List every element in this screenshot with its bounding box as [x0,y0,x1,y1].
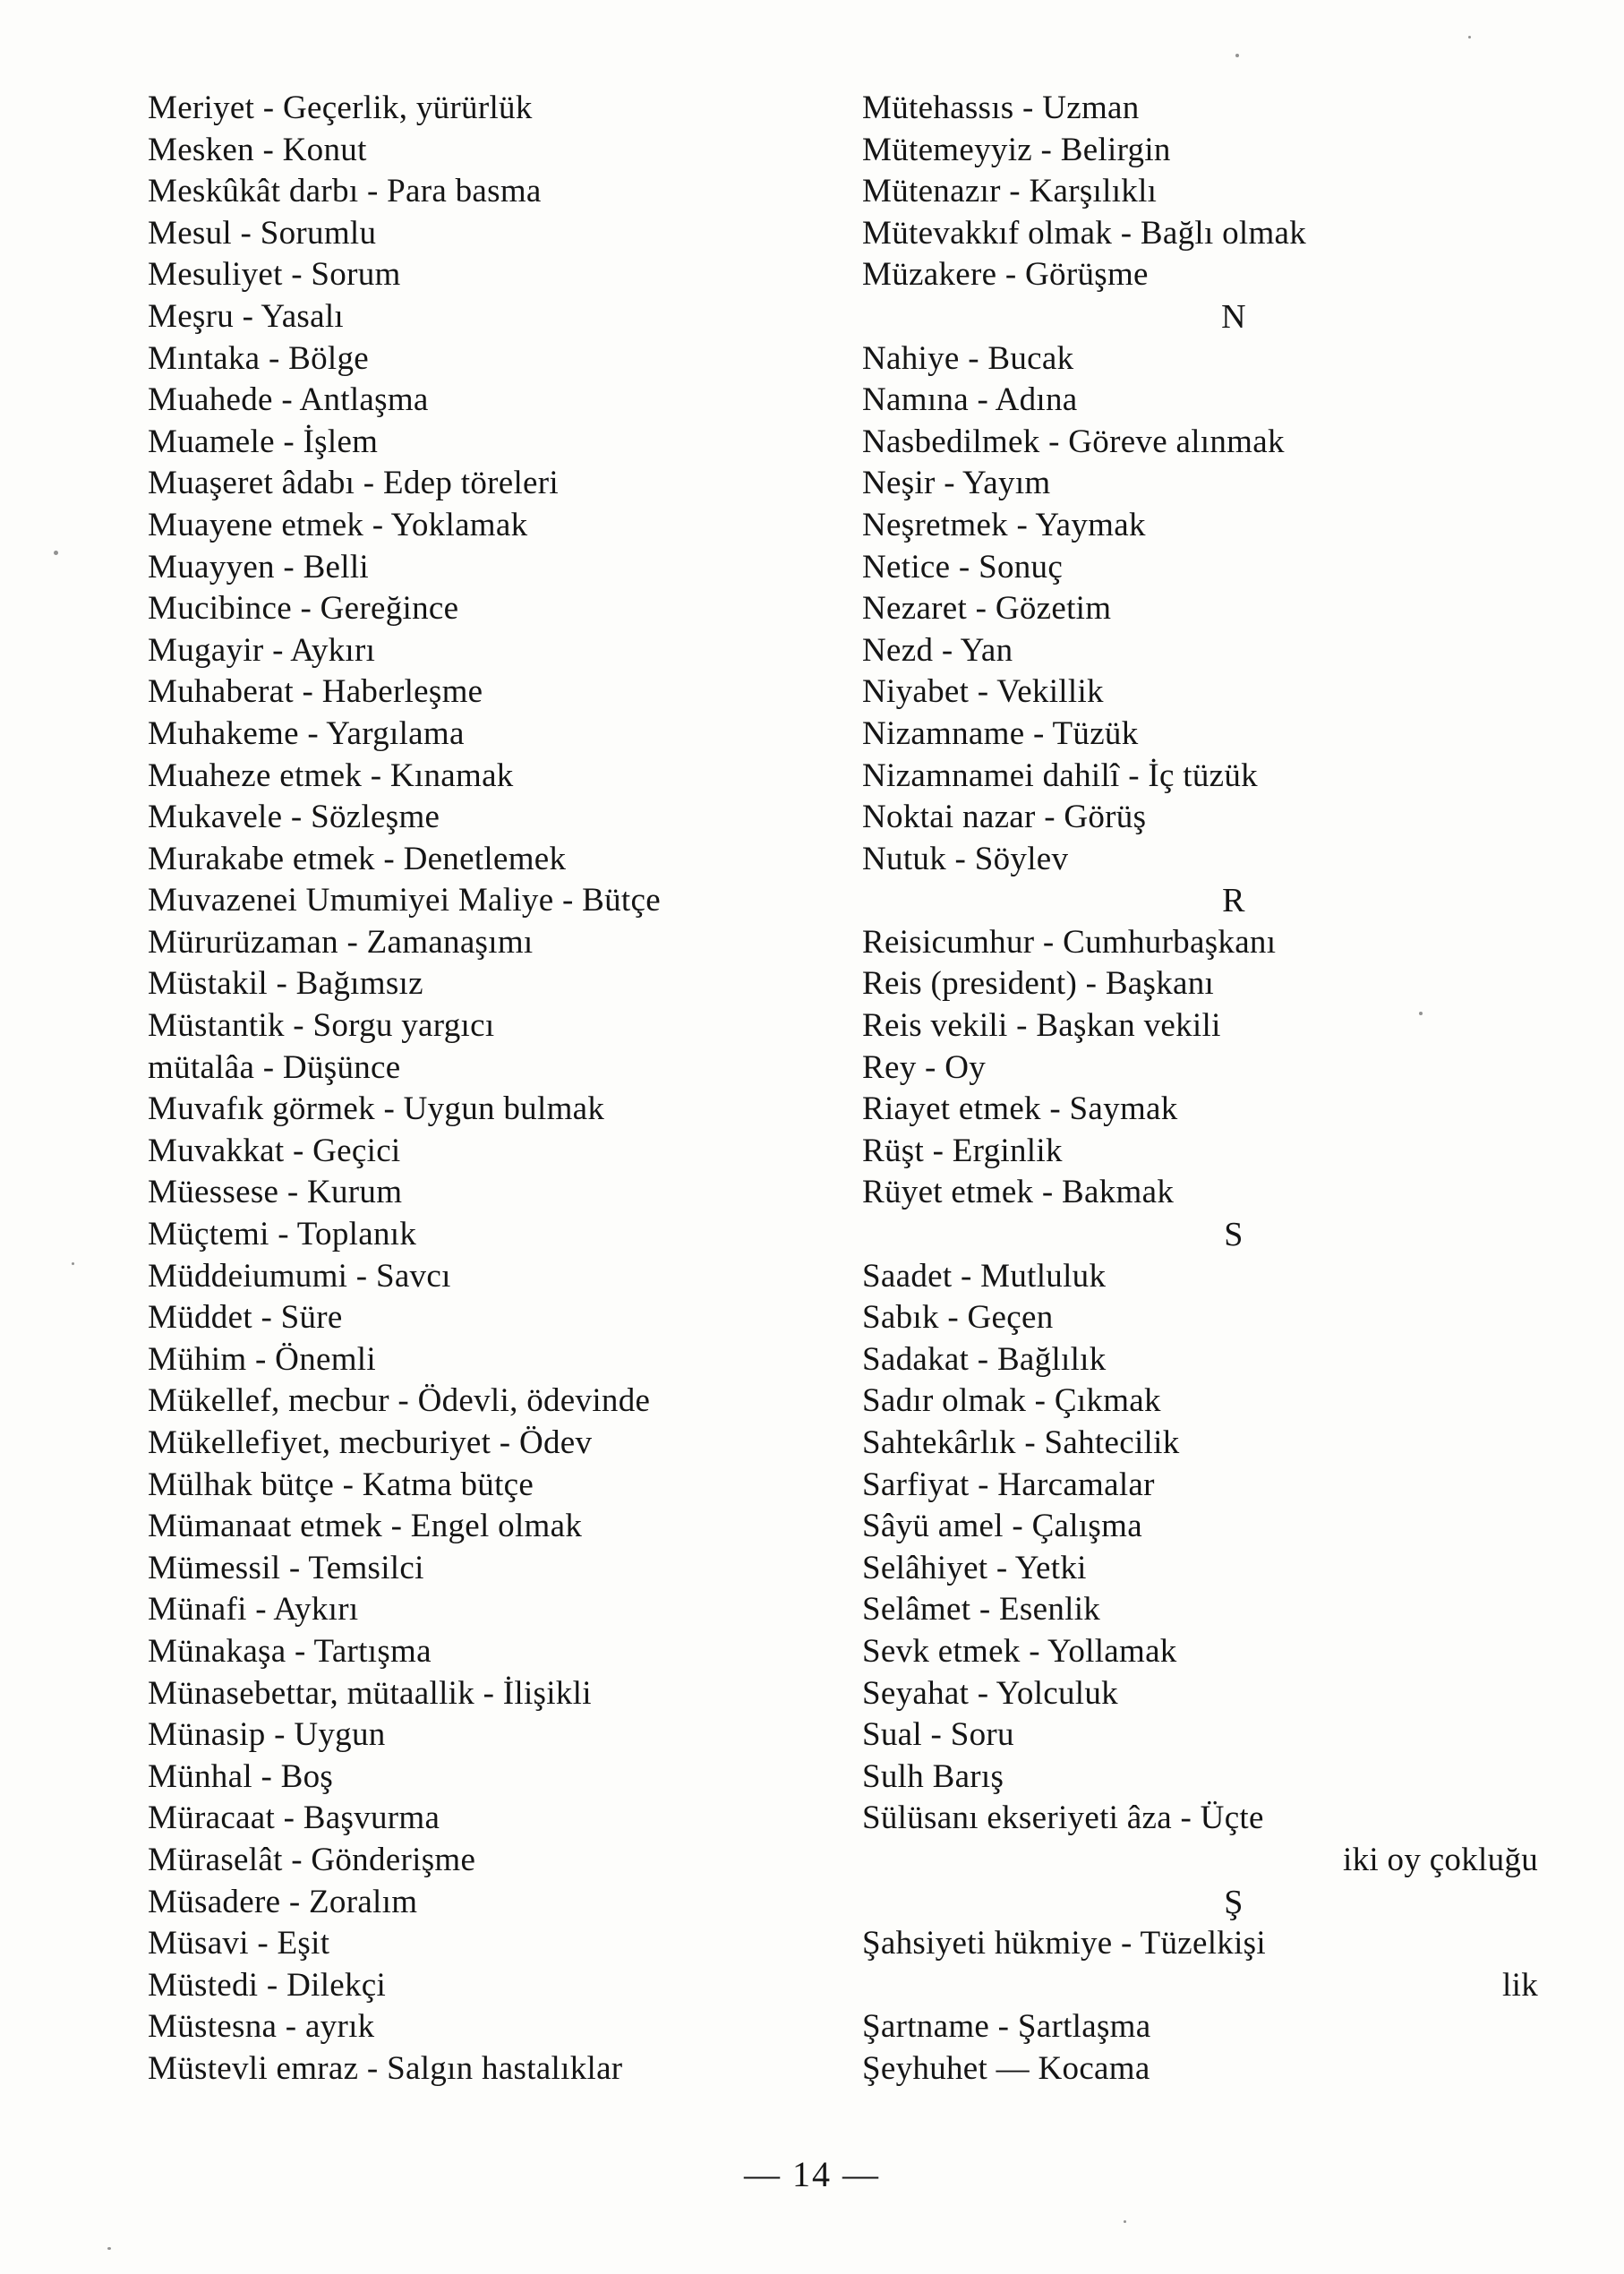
left-column [148,88,846,2090]
dictionary-entry: Müessese - Kurum [148,1174,403,1211]
scan-speck [1124,2220,1126,2223]
dictionary-entry: Müzakere - Görüşme [862,256,1149,294]
dictionary-entry: Nizamname - Tüzük [862,714,1139,752]
dictionary-entry: Nasbedilmek - Göreve alınmak [862,423,1285,460]
dictionary-entry: Mühim - Önemli [148,1340,376,1378]
dictionary-entry: Muvazenei Umumiyei Maliye - Bütçe [148,882,661,919]
dictionary-entry: Mucibince - Gereğince [148,590,459,628]
dictionary-entry: Nutuk - Söylev [862,840,1069,877]
dictionary-entry: Meşru - Yasalı [148,297,345,335]
dictionary-entry: Müstevli emraz - Salgın hastalıklar [148,2049,623,2087]
dictionary-entry: Sulh Barış [862,1757,1004,1795]
dictionary-entry: Şartname - Şartlaşma [862,2008,1151,2046]
section-letter-heading: Ş [1224,1883,1244,1921]
dictionary-entry: Nahiye - Bucak [862,339,1074,377]
entry-continuation: lik [1502,1966,1538,2004]
dictionary-entry: Sabık - Geçen [862,1299,1054,1337]
dictionary-entry: Sâyü amel - Çalışma [862,1508,1142,1545]
dictionary-entry: Meskûkât darbı - Para basma [148,173,542,210]
dictionary-entry: Sual - Soru [862,1716,1014,1754]
dictionary-entry: Münakaşa - Tartışma [148,1632,432,1670]
dictionary-entry: Seyahat - Yolculuk [862,1674,1118,1712]
dictionary-entry: Muhakeme - Yargılama [148,714,465,752]
dictionary-entry: Nezaret - Gözetim [862,590,1112,628]
page-number: — 14 — [744,2154,880,2194]
dictionary-entry: Mukavele - Sözleşme [148,799,440,836]
dictionary-entry: Sadakat - Bağlılık [862,1340,1107,1378]
dictionary-entry: Sevk etmek - Yollamak [862,1632,1177,1670]
dictionary-entry: Mıntaka - Bölge [148,339,370,377]
right-column [862,88,1560,2090]
dictionary-entry: Müsavi - Eşit [148,1925,330,1962]
dictionary-entry: Nezd - Yan [862,631,1013,669]
dictionary-entry: Mükellef, mecbur - Ödevli, ödevinde [148,1382,651,1420]
dictionary-entry: Riayet etmek - Saymak [862,1090,1178,1128]
dictionary-entry: Mülhak bütçe - Katma bütçe [148,1466,534,1503]
dictionary-entry: Mümessil - Temsilci [148,1549,424,1586]
dictionary-entry: Mükellefiyet, mecburiyet - Ödev [148,1424,593,1461]
dictionary-entry: Sülüsanı ekseriyeti âza - Üçte [862,1800,1264,1837]
dictionary-entry: Müstantik - Sorgu yargıcı [148,1007,495,1045]
scan-speck [107,2247,111,2250]
dictionary-entry: Rüyet etmek - Bakmak [862,1174,1175,1211]
dictionary-entry: Muayyen - Belli [148,548,370,586]
dictionary-entry: Murakabe etmek - Denetlemek [148,840,567,877]
dictionary-entry: Müracaat - Başvurma [148,1800,440,1837]
dictionary-entry: Muahede - Antlaşma [148,381,429,419]
dictionary-entry: Sahtekârlık - Sahtecilik [862,1424,1180,1461]
entry-continuation: iki oy çokluğu [1343,1841,1538,1878]
dictionary-entry: Muvakkat - Geçici [148,1132,401,1169]
section-letter-heading: N [1221,297,1246,336]
dictionary-entry: Namına - Adına [862,381,1078,419]
dictionary-entry: Muaheze etmek - Kınamak [148,757,514,794]
dictionary-entry: Müraselât - Gönderişme [148,1841,476,1878]
dictionary-entry: Netice - Sonuç [862,548,1064,586]
scan-speck [54,551,58,555]
dictionary-entry: Müddeiumumi - Savcı [148,1257,451,1295]
scan-speck [72,1262,74,1265]
dictionary-entry: Rüşt - Erginlik [862,1132,1063,1169]
dictionary-entry: Sadır olmak - Çıkmak [862,1382,1161,1420]
dictionary-entry: Müstakil - Bağımsız [148,965,423,1003]
scan-speck [1468,36,1471,38]
dictionary-entry: Mütehassıs - Uzman [862,90,1140,126]
scan-speck [1235,54,1239,57]
dictionary-entry: Münafi - Aykırı [148,1591,359,1629]
dictionary-entry: Mesul - Sorumlu [148,214,377,252]
dictionary-entry: Mütemeyyiz - Belirgin [862,131,1171,168]
dictionary-entry: Niyabet - Vekillik [862,673,1104,711]
dictionary-entry: Münhal - Boş [148,1757,334,1795]
dictionary-entry: Müddet - Süre [148,1299,343,1337]
dictionary-entry: Noktai nazar - Görüş [862,799,1147,836]
section-letter-heading: R [1222,882,1245,920]
dictionary-entry: Muayene etmek - Yoklamak [148,506,528,543]
dictionary-entry: Şahsiyeti hükmiye - Tüzelkişi [862,1925,1266,1962]
dictionary-entry: Müstesna - ayrık [148,2008,375,2046]
dictionary-entry: mütalâa - Düşünce [148,1048,401,1086]
dictionary-entry: Nizamnamei dahilî - İç tüzük [862,757,1258,794]
dictionary-entry: Saadet - Mutluluk [862,1257,1107,1295]
dictionary-entry: Neşir - Yayım [862,465,1051,502]
dictionary-entry: Reisicumhur - Cumhurbaşkanı [862,923,1277,961]
dictionary-entry: Reis (president) - Başkanı [862,965,1215,1003]
dictionary-entry: Şeyhuhet — Kocama [862,2049,1150,2087]
dictionary-entry: Münasip - Uygun [148,1716,386,1754]
dictionary-entry: Müçtemi - Toplanık [148,1216,417,1253]
dictionary-entry: Müstedi - Dilekçi [148,1966,387,2004]
dictionary-entry: Mümanaat etmek - Engel olmak [148,1508,583,1545]
dictionary-entry: Meriyet - Geçerlik, yürürlük [148,90,533,126]
dictionary-entry: Rey - Oy [862,1048,987,1086]
dictionary-entry: Mesken - Konut [148,131,367,168]
dictionary-entry: Selâhiyet - Yetki [862,1549,1087,1586]
dictionary-entry: Selâmet - Esenlik [862,1591,1101,1629]
dictionary-entry: Sarfiyat - Harcamalar [862,1466,1155,1503]
dictionary-entry: Mütenazır - Karşılıklı [862,173,1158,210]
dictionary-entry: Mürurüzaman - Zamanaşımı [148,923,534,961]
section-letter-heading: S [1224,1216,1244,1254]
dictionary-entry: Müsadere - Zoralım [148,1883,418,1920]
scan-speck [1419,1012,1423,1015]
dictionary-entry: Muhaberat - Haberleşme [148,673,483,711]
dictionary-entry: Reis vekili - Başkan vekili [862,1007,1221,1045]
dictionary-entry: Muamele - İşlem [148,423,379,460]
dictionary-entry: Neşretmek - Yaymak [862,506,1146,543]
dictionary-entry: Mugayir - Aykırı [148,631,376,669]
dictionary-entry: Münasebettar, mütaallik - İlişikli [148,1674,592,1712]
dictionary-entry: Muaşeret âdabı - Edep töreleri [148,465,559,502]
dictionary-entry: Mütevakkıf olmak - Bağlı olmak [862,214,1307,252]
dictionary-entry: Mesuliyet - Sorum [148,256,401,294]
dictionary-entry: Muvafık görmek - Uygun bulmak [148,1090,605,1128]
